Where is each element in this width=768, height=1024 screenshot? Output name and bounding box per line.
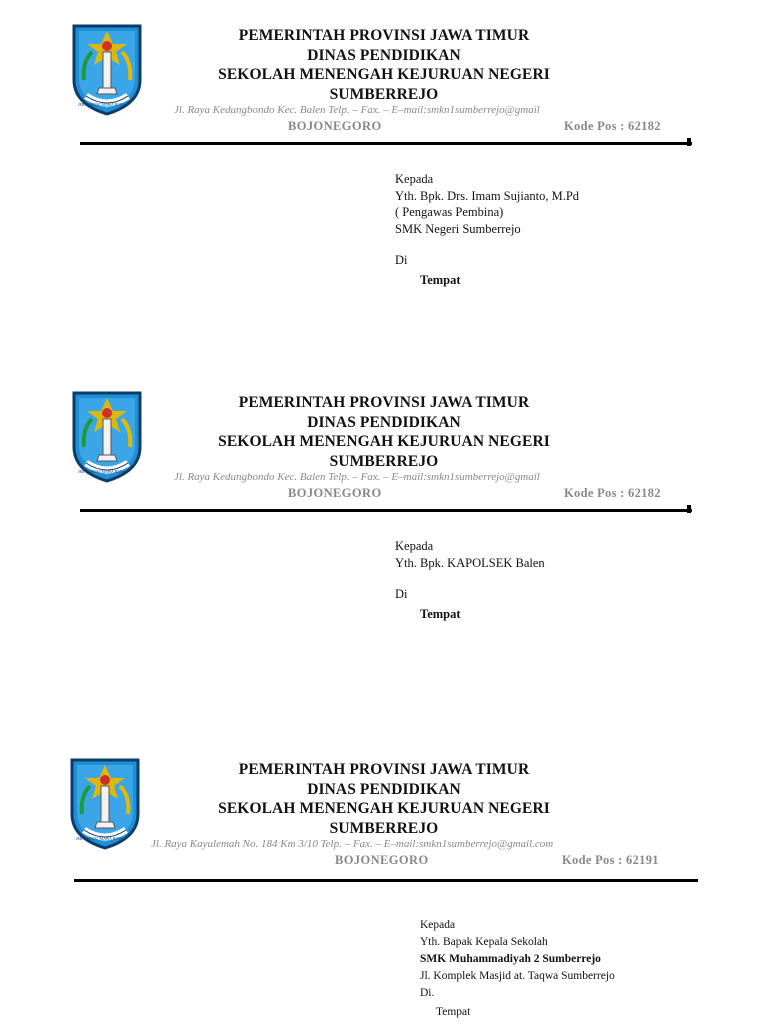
recipient-kepada: Kepada [420,919,456,931]
letterhead-line-4: SUMBERREJO [329,819,439,837]
city-name: BOJONEGORO [288,119,382,133]
recipient-line: SMK Negeri Sumberrejo [395,221,521,236]
letterhead-line-1: PEMERINTAH PROVINSI JAWA TIMUR [238,761,530,778]
recipient-di: Di [395,587,408,601]
letterhead-divider [80,142,692,145]
letterhead-line-1: PEMERINTAH PROVINSI JAWA TIMUR [238,27,530,44]
letterhead-line-4: SUMBERREJO [329,85,439,103]
recipient-line: Yth. Bpk. KAPOLSEK Balen [395,555,545,570]
school-address: Jl. Raya Kayulemah No. 184 Km 3/10 Telp. – Fax. – E–mail:smkn1sumberrejo@gmail.com [151,838,554,850]
letterhead-title [150,26,618,104]
logo-motto: JER BASUKI MAWA BEYA [78,469,126,474]
recipient-block [395,538,545,622]
recipient-line: Jl. Komplek Masjid at. Taqwa Sumberrejo [420,970,615,982]
recipient-tempat: Tempat [420,606,461,621]
city-name: BOJONEGORO [335,853,429,867]
letterhead-divider-end [687,138,691,146]
school-address: Jl. Raya Kedungbondo Kec. Balen Telp. – Fax. – E–mail:smkn1sumberrejo@gmail [174,104,540,116]
postal-code: Kode Pos : 62191 [562,853,659,867]
letterhead-line-4: SUMBERREJO [329,452,439,470]
recipient-block [395,171,579,288]
letterhead-line-2: DINAS PENDIDIKAN [307,413,461,431]
city-name: BOJONEGORO [288,486,382,500]
recipient-di: Di. [420,987,435,999]
letterhead-divider-end [687,505,691,513]
logo-motto: JER BASUKI MAWA BEYA [78,102,126,107]
recipient-line: ( Pengawas Pembina) [395,205,504,219]
letterhead-line-1: PEMERINTAH PROVINSI JAWA TIMUR [238,394,530,411]
recipient-line: Yth. Bpk. Drs. Imam Sujianto, M.Pd [395,188,580,203]
postal-code: Kode Pos : 62182 [564,119,661,133]
letterhead-line-3: SEKOLAH MENENGAH KEJURUAN NEGERI [218,433,550,450]
recipient-line: SMK Muhammadiyah 2 Sumberrejo [420,953,601,965]
recipient-line: Yth. Bapak Kepala Sekolah [420,936,548,948]
school-address: Jl. Raya Kedungbondo Kec. Balen Telp. – Fax. – E–mail:smkn1sumberrejo@gmail [174,471,540,483]
letterhead-divider [74,879,698,882]
recipient-block [420,917,615,1021]
letterhead-line-3: SEKOLAH MENENGAH KEJURUAN NEGERI [218,66,550,83]
recipient-kepada: Kepada [395,172,434,186]
letterhead-title [150,760,618,838]
recipient-di: Di [395,253,408,267]
letterhead-divider [80,509,692,512]
letterhead-line-2: DINAS PENDIDIKAN [307,780,461,798]
letterhead-line-2: DINAS PENDIDIKAN [307,46,461,64]
recipient-tempat: Tempat [420,272,461,287]
recipient-kepada: Kepada [395,539,434,553]
recipient-tempat: Tempat [436,1006,471,1018]
letterhead-title [150,393,618,471]
postal-code: Kode Pos : 62182 [564,486,661,500]
letterhead-line-3: SEKOLAH MENENGAH KEJURUAN NEGERI [218,800,550,817]
logo-motto: JER BASUKI MAWA BEYA [76,836,124,841]
